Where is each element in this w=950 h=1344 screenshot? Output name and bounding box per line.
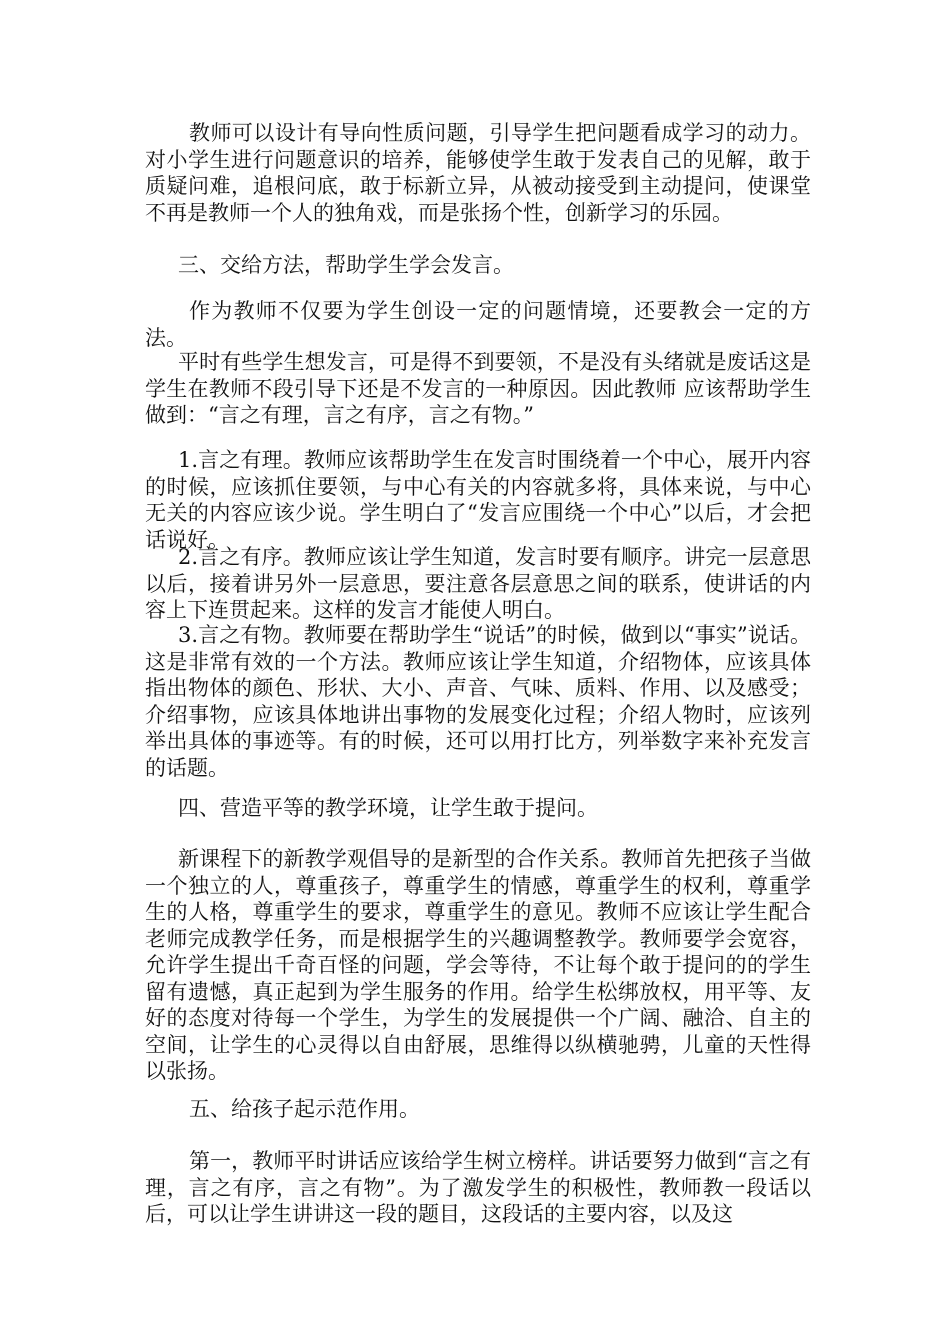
section-heading-5: 五、给孩子起示范作用。 <box>189 1097 420 1121</box>
paragraph-equal-environment: 新课程下的新教学观倡导的是新型的合作关系。教师首先把孩子当做一个独立的人，尊重孩子，尊重学生的情感，尊重学生的权利，尊重学生的人格，尊重学生的要求，尊重学生的意见。教师不应该让学生配合老师完成教学任务，而是根据学生的兴趣调整教学。教师要学会宽容，允许学生提出千奇百怪的问题，学会等待，不让每个敢于提问的的学生留有遗憾，真正起到为学生服务的作用。给学生松绑放权，用平等、友好的态度对待每一个学生，为学生的发展提供一个广阔、融洽、自主的空间，让学生的心灵得以自由舒展，思维得以纵横驰骋，儿童的天性得以张扬。 <box>145 847 811 1083</box>
paragraph-teacher-method: 作为教师不仅要为学生创设一定的问题情境，还要教会一定的方法。 <box>145 299 811 350</box>
paragraph-student-speaking: 平时有些学生想发言，可是得不到要领，不是没有头绪就是废话这是学生在教师不段引导下还是不发言的一种原因。因此教师 应该帮助学生做到：“言之有理，言之有序，言之有物。” <box>145 350 811 427</box>
section-heading-3: 三、交给方法，帮助学生学会发言。 <box>178 253 514 277</box>
paragraph-substantive: 3.言之有物。教师要在帮助学生“说话”的时候，做到以“事实”说话。这是非常有效的一个方法。教师应该让学生知道，介绍物体，应该具体指出物体的颜色、形状、大小、声音、气味、质料、作用、以及感受；介绍事物，应该具体地讲出事物的发展变化过程；介绍人物时，应该列举出具体的事迹等。有的时候，还可以用打比方，列举数字来补充发言的话题。 <box>145 623 811 780</box>
paragraph-orderly: 2.言之有序。教师应该让学生知道，发言时要有顺序。讲完一层意思以后，接着讲另外一层意思，要注意各层意思之间的联系，使讲话的内容上下连贯起来。这样的发言才能使人明白。 <box>145 545 811 622</box>
paragraph-role-model: 第一，教师平时讲话应该给学生树立榜样。讲话要努力做到“言之有理，言之有序，言之有物”。为了激发学生的积极性，教师教一段话以后，可以让学生讲讲这一段的题目，这段话的主要内容，以及这 <box>145 1149 811 1226</box>
section-heading-4: 四、营造平等的教学环境，让学生敢于提问。 <box>178 796 598 820</box>
paragraph-problem-awareness: 教师可以设计有导向性质问题，引导学生把问题看成学习的动力。对小学生进行问题意识的培养，能够使学生敢于发表自己的见解，敢于质疑问难，追根问底，敢于标新立异，从被动接受到主动提问，使课堂不再是教师一个人的独角戏，而是张扬个性，创新学习的乐园。 <box>145 121 811 225</box>
paragraph-reasonable: 1.言之有理。教师应该帮助学生在发言时围绕着一个中心，展开内容的时候，应该抓住要领，与中心有关的内容就多将，具体来说，与中心无关的内容应该少说。学生明白了“发言应围绕一个中心”以后，才会把话说好。 <box>145 448 811 552</box>
